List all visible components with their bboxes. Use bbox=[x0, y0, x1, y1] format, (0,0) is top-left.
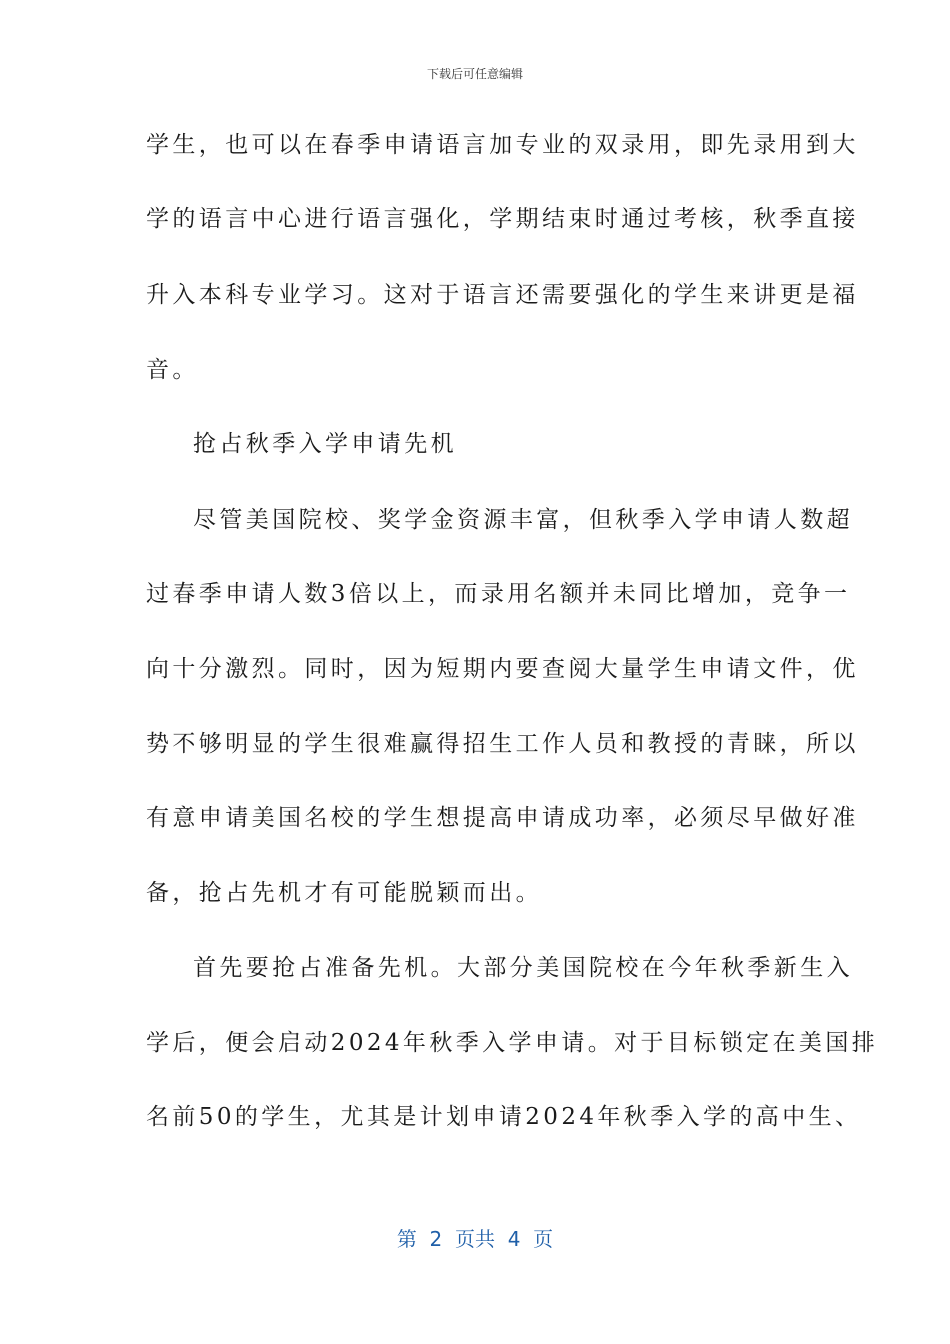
body-line: 尽管美国院校、奖学金资源丰富，但秋季入学申请人数超 bbox=[193, 507, 853, 533]
body-line: 名前50的学生，尤其是计划申请2024年秋季入学的高中生、 bbox=[146, 1104, 862, 1130]
body-line: 势不够明显的学生很难赢得招生工作人员和教授的青睐，所以 bbox=[146, 731, 859, 757]
body-line: 音。 bbox=[146, 357, 199, 383]
page-header: 下载后可任意编辑 bbox=[426, 67, 523, 81]
body-line: 学的语言中心进行语言强化，学期结束时通过考核，秋季直接 bbox=[146, 206, 859, 232]
body-line: 有意申请美国名校的学生想提高申请成功率，必须尽早做好准 bbox=[146, 805, 859, 831]
body-line: 过春季申请人数3倍以上，而录用名额并未同比增加，竞争一 bbox=[146, 581, 851, 607]
section-heading: 抢占秋季入学申请先机 bbox=[193, 431, 457, 457]
body-line: 升入本科专业学习。这对于语言还需要强化的学生来讲更是福 bbox=[146, 282, 859, 308]
body-line: 首先要抢占准备先机。大部分美国院校在今年秋季新生入 bbox=[193, 955, 853, 981]
page-number-footer: 第 2 页共 4 页 bbox=[396, 1227, 554, 1251]
body-line: 备，抢占先机才有可能脱颖而出。 bbox=[146, 880, 542, 906]
body-line: 学生，也可以在春季申请语言加专业的双录用，即先录用到大 bbox=[146, 132, 859, 158]
body-line: 学后，便会启动2024年秋季入学申请。对于目标锁定在美国排 bbox=[146, 1030, 879, 1056]
body-line: 向十分激烈。同时，因为短期内要查阅大量学生申请文件，优 bbox=[146, 656, 859, 682]
